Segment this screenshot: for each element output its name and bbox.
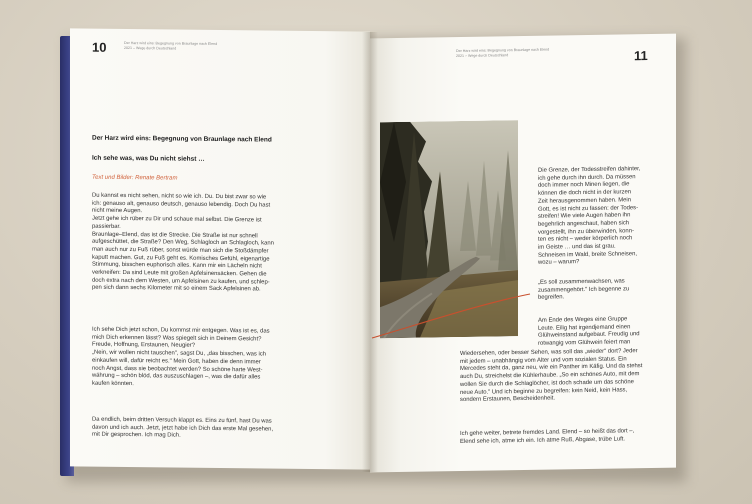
bookmark-string (60, 28, 682, 480)
left-paragraph-1: Du kannst es nicht sehen, nicht so wie ich. Du. Du bist zwar so wie ich: genauso alt, genauso deutsch, genauso lebendig. Doch Du hast nicht meine Augen. Jetzt gehe ich rüber zu Dir und schaue mal selbst. Die Grenze ist passierbar. Braunlage–Elend, das ist die Strecke. Die Straße ist nur schnell aufgeschüttet, die Straße? Den Weg, Schlagloch an Schlagloch, kann man auch nur zu Fuß rüber, sonst würde man sich die Stoßdämpfer kaputt machen. Gut, zu Fuß geht es. Komisches Gefühl, eigenartige Stimmung, bisschen euphorisch alles. Kann mir ein Lächeln nicht verkneifen: Da sind Leute mit großen Apfelsinensäcken. Gehen die doch extra nach dem Westen, um Apfelsinen zu kaufen, und schlep- pen sich dann sechs Kilometer mit so einem Sack Apfelsinen ab. (92, 192, 274, 293)
left-paragraph-3: Da endlich, beim dritten Versuch klappt es. Eins zu fünf, hast Du was davon und ich auch. Jetzt, jetzt habe ich Dich das erste Mal gesehen, mit Dir gesprochen. Ich mag Dich. (92, 416, 274, 439)
right-column-quote: „Es soll zusammenwachsen, was zusammengehört." Ich begenne zu begreifen. (538, 278, 630, 302)
right-page-number: 11 (634, 48, 648, 64)
right-wide-paragraph-1: Wiedersehen, oder besser Sehen, was soll das „wieder" dort? Jeder mit jedem – unabhängig vom Alter und vom sozialen Status. Ein Mercedes steht da, ganz neu, wie ein Panther im Käfig. Und da stehst auch Du, streichelst die Kühlerhaube. „So ein schönes Auto, mit dem wollen Sie durch die Schlaglöcher, ist doch schade um das schöne neue Auto." Und ich beginne zu begreifen: kein Neid, kein Hass, sondern Erstaunen, Bescheidenheit. (460, 348, 643, 404)
left-page-number: 10 (92, 39, 107, 55)
author-line: Text und Bilder: Renate Bertram (92, 174, 178, 182)
article-subtitle: Ich sehe was, was Du nicht siehst … (92, 154, 205, 163)
left-paragraph-2: Ich sehe Dich jetzt schon, Du kommst mir entgegen. Was ist es, das mich Dich erkennen lässt? Was spiegelt sich in Deinem Gesicht? Freude, Hoffnung, Erstaunen, Neugier? „Nein, wir wollen nicht tauschen", sagst Du, „das bisschen, was ich einkaufen will, dafür reicht es." Mein Gott, haben die denn immer noch Angst, dass sie beobachtet werden? So schöne harte West- währung – schön blöd, das auszuschlagen –, was die dafür alles kaufen könnten. (92, 326, 270, 388)
right-column-paragraph-1: Die Grenze, der Todesstreifen dahinter, ich gehe durch ihn durch. Da müssen doch immer noch Minen liegen, die können die doch nicht in der kurzen Zeit herausgenommen haben. Mein Gott, es ist nicht zu fassen: der Todes- streifen! Wie viele Augen haben ihn begehrlich angeschaut, haben sich vorgestellt, ihn zu überwinden, konn- ten es nicht – weder körperlich noch im Geiste … und das ist grau. Schneisen im Wald, breite Schneisen, wozu – warum? (538, 166, 641, 267)
open-book (60, 28, 682, 480)
article-title: Der Harz wird eins: Begegnung von Braunlage nach Elend (92, 134, 272, 144)
right-wide-paragraph-2: Ich gehe weiter, betrete fremdes Land. Elend – so heißt das dort –, Elend sehe ich, atme ich ein. Ich atme Ruß, Abgase, trübe Luft. (460, 428, 635, 445)
right-running-head: Der Harz wird eins: Begegnung von Braunlage nach Elend 2021 – Wege durch Deutschland (456, 47, 550, 59)
left-running-head: Der Harz wird eins: Begegnung von Braunlage nach Elend 2021 – Wege durch Deutschland (124, 40, 218, 51)
right-column-paragraph-2: Am Ende des Weges eine Gruppe Leute. Eilig hat irgendjemand einen Glühweinstand aufgebaut. Freudig und rotwangig vom Glühwein feiert man (538, 316, 640, 347)
